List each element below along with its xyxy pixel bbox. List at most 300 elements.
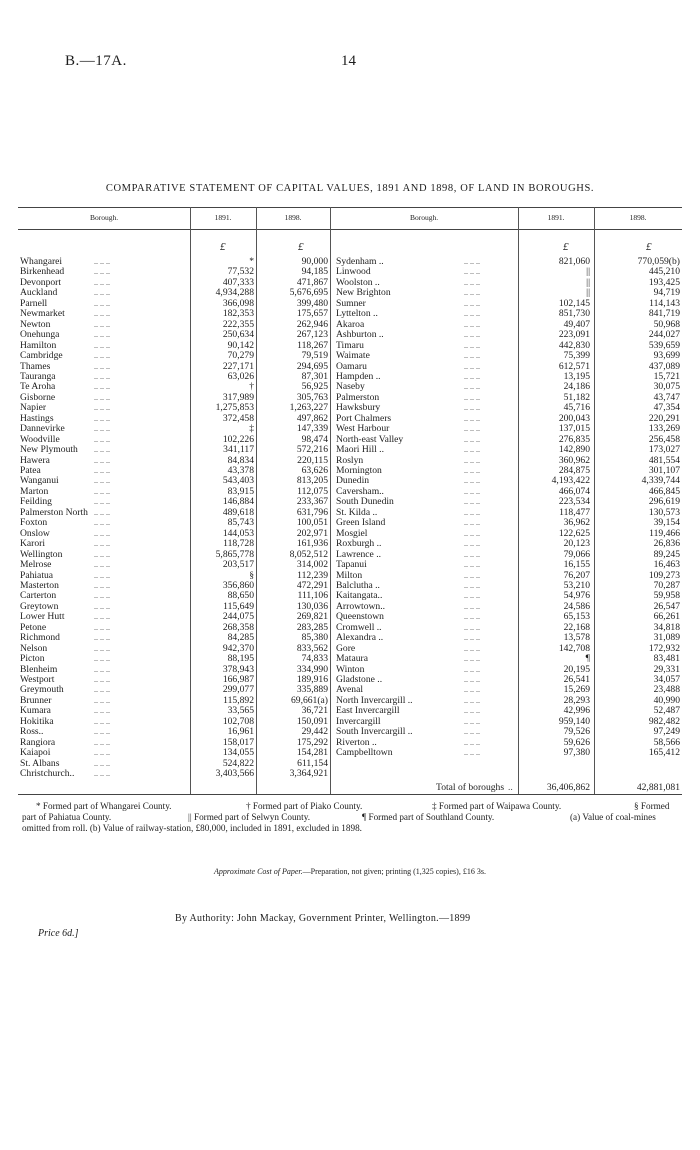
borough-name: Palmerston North xyxy=(20,506,88,518)
leader-dots: .. .. .. xyxy=(464,706,480,716)
value-1898: 130,573 xyxy=(648,506,680,518)
borough-name: Kaiapoi xyxy=(20,747,51,759)
borough-name: North-east Valley xyxy=(336,433,404,445)
borough-name: Naseby xyxy=(336,381,365,393)
value-1891: 356,860 xyxy=(222,579,254,591)
leader-dots: .. .. .. xyxy=(94,330,110,340)
table-header-rule xyxy=(18,229,682,230)
leader-dots: .. .. .. xyxy=(94,706,110,716)
value-1891: 466,074 xyxy=(558,485,590,497)
value-1891: 821,060 xyxy=(558,256,590,267)
borough-name: Mataura xyxy=(336,653,368,665)
leader-dots: .. .. .. xyxy=(94,403,110,413)
borough-name: Dunedin xyxy=(336,475,370,487)
value-1898: 833,562 xyxy=(296,642,328,654)
right-borough-row xyxy=(336,287,682,298)
leader-dots: .. .. .. xyxy=(464,466,480,475)
leader-dots: .. .. .. xyxy=(94,382,110,392)
value-1898: 193,425 xyxy=(648,276,680,288)
left-borough-row xyxy=(20,455,330,466)
leader-dots: .. .. .. xyxy=(464,675,480,684)
leader-dots: .. .. .. xyxy=(94,727,110,737)
value-1898: 233,367 xyxy=(296,496,328,508)
value-1898: 301,107 xyxy=(648,465,680,476)
value-1891: 1,275,853 xyxy=(215,402,254,414)
value-1891: 53,210 xyxy=(563,579,590,591)
leader-dots: .. .. .. xyxy=(94,601,110,611)
borough-name: St. Kilda .. xyxy=(336,506,378,518)
left-borough-row xyxy=(20,444,330,455)
left-borough-row xyxy=(20,758,330,769)
value-1898: 269,821 xyxy=(296,611,328,623)
value-1891: * xyxy=(249,256,254,267)
value-1891: 182,353 xyxy=(222,308,254,320)
borough-name: Cromwell .. xyxy=(336,621,382,633)
value-1891: 20,195 xyxy=(563,663,590,675)
printer-authority: By Authority: John Mackay, Government Printer, Wellington.—1899 xyxy=(175,913,471,924)
value-1891: 5,865,778 xyxy=(215,548,254,560)
value-1891: 142,708 xyxy=(558,642,590,654)
left-borough-row xyxy=(20,705,330,716)
value-1898: 267,123 xyxy=(296,329,328,341)
leader-dots: .. .. .. xyxy=(464,654,480,664)
leader-dots: .. .. .. xyxy=(94,392,110,402)
leader-dots: .. .. .. xyxy=(94,748,110,758)
capital-values-table xyxy=(18,207,682,794)
value-1891: 54,976 xyxy=(563,590,590,602)
value-1898: 399,480 xyxy=(296,297,328,309)
left-borough-row xyxy=(20,266,330,277)
right-borough-row xyxy=(336,653,682,664)
pound-sign: £ xyxy=(220,241,226,253)
borough-name: Feilding xyxy=(20,496,52,508)
value-1891: 13,578 xyxy=(563,632,590,644)
leader-dots: .. .. .. xyxy=(464,539,480,549)
value-1891: 959,140 xyxy=(558,715,590,727)
left-borough-row xyxy=(20,277,330,288)
leader-dots: .. .. .. xyxy=(94,277,110,287)
value-1891: 90,142 xyxy=(227,339,254,351)
borough-name: Invercargill xyxy=(336,715,381,727)
leader-dots: .. .. .. xyxy=(464,309,480,319)
footnote-waipawa: ‡ Formed part of Waipawa County. xyxy=(432,801,562,811)
left-borough-row xyxy=(20,580,330,591)
total-1891: 36,406,862 xyxy=(546,782,590,793)
left-borough-row xyxy=(20,684,330,695)
left-borough-row xyxy=(20,340,330,351)
value-1898: 36,721 xyxy=(301,705,328,717)
right-borough-row xyxy=(336,434,682,445)
value-1898: 58,566 xyxy=(653,736,680,748)
value-1891: 65,153 xyxy=(563,611,590,623)
leader-dots: .. .. .. xyxy=(94,664,110,674)
borough-name: Wanganui xyxy=(20,475,59,487)
value-1891: 83,915 xyxy=(227,485,254,497)
leader-dots: .. .. .. xyxy=(464,570,480,580)
right-borough-row xyxy=(336,350,682,361)
right-borough-row xyxy=(336,611,682,622)
leader-dots: .. .. .. xyxy=(464,737,480,747)
value-1898: 29,442 xyxy=(301,726,328,738)
right-borough-row xyxy=(336,413,682,424)
right-borough-row xyxy=(336,340,682,351)
leader-dots: .. .. .. xyxy=(464,476,480,486)
borough-name: Waimate xyxy=(336,350,370,361)
value-1898: 5,676,695 xyxy=(289,287,328,299)
right-borough-row xyxy=(336,559,682,570)
leader-dots: .. .. .. xyxy=(94,518,110,528)
borough-name: Avenal xyxy=(336,684,363,696)
leader-dots: .. .. .. xyxy=(94,695,110,705)
value-1891: 524,822 xyxy=(222,757,254,769)
value-1898: 85,380 xyxy=(301,632,328,644)
borough-name: Green Island xyxy=(336,517,386,529)
value-1891: 84,834 xyxy=(227,454,254,466)
borough-name: Maori Hill .. xyxy=(336,444,384,456)
value-1898: 296,619 xyxy=(648,496,680,508)
value-1891: 24,186 xyxy=(563,381,590,393)
borough-name: Ross.. xyxy=(20,726,44,738)
borough-name: Rangiora xyxy=(20,736,56,748)
value-1898: 70,287 xyxy=(653,579,680,591)
value-1898: 43,747 xyxy=(653,391,680,403)
value-1898: 4,339,744 xyxy=(641,475,680,487)
leader-dots: .. xyxy=(508,782,513,793)
right-borough-row xyxy=(336,298,682,309)
leader-dots: .. .. .. xyxy=(94,445,110,455)
value-1891: 49,407 xyxy=(563,318,590,330)
borough-name: Cambridge xyxy=(20,350,63,361)
value-1891: 115,892 xyxy=(223,694,254,706)
value-1891: 378,943 xyxy=(222,663,254,675)
value-1891: 33,565 xyxy=(227,705,254,717)
value-1891: 366,098 xyxy=(222,297,254,309)
leader-dots: .. .. .. xyxy=(464,371,480,381)
borough-name: Devonport xyxy=(20,276,62,288)
right-borough-row xyxy=(336,371,682,382)
value-1898: 114,143 xyxy=(649,297,680,309)
leader-dots: .. .. .. xyxy=(94,340,110,350)
right-borough-row xyxy=(336,256,682,267)
leader-dots: .. .. .. xyxy=(464,288,480,298)
right-borough-row xyxy=(336,622,682,633)
leader-dots: .. .. .. xyxy=(464,382,480,392)
value-1898: 770,059(b) xyxy=(637,256,680,267)
left-borough-row xyxy=(20,549,330,560)
leader-dots: .. .. .. xyxy=(464,507,480,517)
leader-dots: .. .. .. xyxy=(464,486,480,496)
leader-dots: .. .. .. xyxy=(464,319,480,329)
approximate-cost-note xyxy=(0,867,700,876)
value-1891: 372,458 xyxy=(222,412,254,424)
borough-name: Tapanui xyxy=(336,559,367,570)
leader-dots: .. .. .. xyxy=(464,716,480,726)
value-1891: 77,532 xyxy=(227,266,254,278)
leader-dots: .. .. .. xyxy=(464,445,480,455)
column-divider xyxy=(330,207,331,794)
value-1898: 89,245 xyxy=(653,548,680,560)
value-1891: ‡ xyxy=(249,423,254,435)
leader-dots: .. .. .. xyxy=(94,466,110,475)
borough-name: Hamilton xyxy=(20,339,57,351)
value-1891: 13,195 xyxy=(563,370,590,382)
leader-dots: .. .. .. xyxy=(94,298,110,308)
borough-name: Carterton xyxy=(20,590,57,602)
leader-dots: .. .. .. xyxy=(464,277,480,287)
value-1891: 45,716 xyxy=(563,402,590,414)
leader-dots: .. .. .. xyxy=(464,330,480,340)
value-1898: 314,002 xyxy=(296,559,328,570)
value-1891: 543,403 xyxy=(222,475,254,487)
value-1898: 244,027 xyxy=(648,329,680,341)
value-1898: 111,106 xyxy=(297,590,328,602)
value-1898: 154,281 xyxy=(296,747,328,759)
right-borough-row xyxy=(336,632,682,643)
value-1891: 118,728 xyxy=(223,538,254,550)
value-1891: 227,171 xyxy=(222,360,254,372)
borough-name: Masterton xyxy=(20,579,59,591)
left-borough-row xyxy=(20,643,330,654)
value-1898: 813,205 xyxy=(296,475,328,487)
borough-name: Gore xyxy=(336,642,356,654)
total-1898: 42,881,081 xyxy=(636,782,680,793)
value-1898: 15,721 xyxy=(653,370,680,382)
leader-dots: .. .. .. xyxy=(94,309,110,319)
leader-dots: .. .. .. xyxy=(464,298,480,308)
value-1891: 223,091 xyxy=(558,329,590,341)
value-1898: 172,932 xyxy=(648,642,680,654)
borough-name: Westport xyxy=(20,674,55,685)
value-1898: 87,301 xyxy=(301,370,328,382)
column-header-borough: Borough. xyxy=(409,213,439,222)
footnote-pahiatua-end: part of Pahiatua County. xyxy=(22,812,112,822)
value-1891: 20,123 xyxy=(563,538,590,550)
value-1891: 3,403,566 xyxy=(215,768,254,779)
pound-sign: £ xyxy=(646,241,652,253)
report-reference: B.—17A. xyxy=(65,53,127,69)
column-header-1891: 1891. xyxy=(214,213,232,222)
right-borough-row xyxy=(336,737,682,748)
value-1891: 75,399 xyxy=(563,350,590,361)
borough-name: Greytown xyxy=(20,600,59,612)
borough-name: Newmarket xyxy=(20,308,65,320)
table-bottom-rule xyxy=(18,794,682,795)
leader-dots: .. .. .. xyxy=(94,539,110,549)
footnote-whangarei: * Formed part of Whangarei County. xyxy=(36,801,172,811)
value-1898: 29,331 xyxy=(653,663,680,675)
value-1891: 146,884 xyxy=(222,496,254,508)
value-1898: 83,481 xyxy=(653,653,680,665)
pound-sign: £ xyxy=(298,241,304,253)
value-1898: 8,052,512 xyxy=(289,548,328,560)
borough-name: Pahiatua xyxy=(20,569,54,581)
value-1898: 100,051 xyxy=(296,517,328,529)
borough-name: Whangarei xyxy=(20,256,63,267)
value-1898: 94,185 xyxy=(301,266,328,278)
value-1898: 109,273 xyxy=(648,569,680,581)
value-1898: 283,285 xyxy=(296,621,328,633)
borough-name: Balclutha .. xyxy=(336,579,380,591)
value-1891: 63,026 xyxy=(227,370,254,382)
borough-name: Arrowtown.. xyxy=(336,600,386,612)
right-borough-row xyxy=(336,747,682,758)
value-1898: 26,547 xyxy=(653,600,680,612)
value-1891: † xyxy=(249,381,254,393)
leader-dots: .. .. .. xyxy=(464,748,480,758)
value-1898: 471,867 xyxy=(296,276,328,288)
borough-name: Onslow xyxy=(20,527,50,539)
borough-name: New Plymouth xyxy=(20,444,78,456)
value-1898: 133,269 xyxy=(648,423,680,435)
right-borough-row xyxy=(336,455,682,466)
value-1891: 88,195 xyxy=(227,653,254,665)
left-borough-row xyxy=(20,716,330,727)
value-1891: 26,541 xyxy=(563,674,590,685)
borough-name: Karori xyxy=(20,538,46,550)
column-header-borough: Borough. xyxy=(89,213,119,222)
value-1891: 612,571 xyxy=(558,360,590,372)
value-1898: 118,267 xyxy=(297,339,328,351)
value-1891: 317,989 xyxy=(222,391,254,403)
right-borough-row xyxy=(336,726,682,737)
value-1891: 244,075 xyxy=(222,611,254,623)
left-borough-row xyxy=(20,653,330,664)
leader-dots: .. .. .. xyxy=(464,549,480,559)
leader-dots: .. .. .. xyxy=(464,591,480,601)
right-borough-row xyxy=(336,643,682,654)
leader-dots: .. .. .. xyxy=(464,643,480,653)
borough-name: New Brighton xyxy=(336,287,391,299)
value-1898: 34,057 xyxy=(653,674,680,685)
value-1891: 76,207 xyxy=(563,569,590,581)
value-1898: 1,263,227 xyxy=(289,402,328,414)
borough-name: West Harbour xyxy=(336,423,390,435)
borough-name: Greymouth xyxy=(20,684,64,696)
borough-name: Gladstone .. xyxy=(336,674,383,685)
value-1898: 189,916 xyxy=(296,674,328,685)
left-borough-row xyxy=(20,517,330,528)
borough-name: Brunner xyxy=(20,694,52,706)
borough-name: Te Aroha xyxy=(20,381,56,393)
value-1891: 85,743 xyxy=(227,517,254,529)
value-1898: 472,291 xyxy=(296,579,328,591)
leader-dots: .. .. .. xyxy=(464,560,480,569)
left-borough-row xyxy=(20,434,330,445)
pound-sign: £ xyxy=(563,241,569,253)
value-1898: 631,796 xyxy=(296,506,328,518)
value-1891: 142,890 xyxy=(558,444,590,456)
leader-dots: .. .. .. xyxy=(94,737,110,747)
borough-name: Birkenhead xyxy=(20,266,65,278)
leader-dots: .. .. .. xyxy=(94,486,110,496)
right-borough-row xyxy=(336,277,682,288)
left-borough-row xyxy=(20,319,330,330)
borough-name: Christchurch.. xyxy=(20,768,75,779)
column-header-1898: 1898. xyxy=(629,213,647,222)
value-1891: 276,835 xyxy=(558,433,590,445)
leader-dots: .. .. .. xyxy=(464,695,480,705)
borough-name: Woodville xyxy=(20,433,60,445)
right-borough-row xyxy=(336,486,682,497)
borough-name: Woolston .. xyxy=(336,276,380,288)
leader-dots: .. .. .. xyxy=(464,361,480,371)
right-borough-row xyxy=(336,695,682,706)
leader-dots: .. .. .. xyxy=(464,351,480,360)
left-borough-row xyxy=(20,559,330,570)
borough-name: Ashburton .. xyxy=(336,329,384,341)
value-1898: 47,354 xyxy=(653,402,680,414)
value-1891: 144,053 xyxy=(222,527,254,539)
leader-dots: .. .. .. xyxy=(94,560,110,569)
borough-name: Caversham.. xyxy=(336,485,384,497)
borough-name: Alexandra .. xyxy=(336,632,384,644)
value-1898: 94,719 xyxy=(653,287,680,299)
left-borough-row xyxy=(20,601,330,612)
leader-dots: .. .. .. xyxy=(94,371,110,381)
value-1898: 175,657 xyxy=(296,308,328,320)
leader-dots: .. .. .. xyxy=(464,497,480,507)
borough-name: Newton xyxy=(20,318,51,330)
right-borough-row xyxy=(336,308,682,319)
left-borough-row xyxy=(20,632,330,643)
borough-name: Napier xyxy=(20,402,47,414)
value-1891: 442,830 xyxy=(558,339,590,351)
borough-name: Tauranga xyxy=(20,370,56,382)
value-1891: 97,380 xyxy=(563,747,590,759)
left-borough-row xyxy=(20,496,330,507)
right-borough-row xyxy=(336,517,682,528)
value-1898: 445,210 xyxy=(648,266,680,278)
value-1898: 69,661(a) xyxy=(290,694,328,706)
value-1898: 466,845 xyxy=(648,485,680,497)
left-borough-row xyxy=(20,475,330,486)
value-1898: 335,889 xyxy=(296,684,328,696)
right-borough-row xyxy=(336,423,682,434)
leader-dots: .. .. .. xyxy=(94,716,110,726)
leader-dots: .. .. .. xyxy=(94,675,110,684)
left-borough-row xyxy=(20,507,330,518)
left-borough-row xyxy=(20,737,330,748)
borough-name: Marton xyxy=(20,485,49,497)
footnotes xyxy=(22,801,682,834)
right-borough-row xyxy=(336,475,682,486)
value-1891: 70,279 xyxy=(227,350,254,361)
value-1891: 200,043 xyxy=(558,412,590,424)
leader-dots: .. .. .. xyxy=(94,570,110,580)
right-borough-row xyxy=(336,684,682,695)
leader-dots: .. .. .. xyxy=(94,288,110,298)
approximate-cost-label: Approximate Cost of Paper. xyxy=(214,867,303,876)
value-1898: 93,699 xyxy=(653,350,680,361)
left-borough-row xyxy=(20,381,330,392)
right-borough-row xyxy=(336,444,682,455)
value-1891: 79,526 xyxy=(563,726,590,738)
value-1898: 220,291 xyxy=(648,412,680,424)
borough-name: Oamaru xyxy=(336,360,367,372)
leader-dots: .. .. .. xyxy=(464,424,480,434)
leader-dots: .. .. .. xyxy=(464,633,480,643)
borough-name: North Invercargill .. xyxy=(336,694,413,706)
borough-name: Roslyn xyxy=(336,454,364,466)
leader-dots: .. .. .. xyxy=(94,455,110,465)
leader-dots: .. .. .. xyxy=(464,257,480,266)
table-title: COMPARATIVE STATEMENT OF CAPITAL VALUES, 1891 AND 1898, OF LAND IN BOROUGHS. xyxy=(105,183,595,194)
leader-dots: .. .. .. xyxy=(94,257,110,266)
value-1891: 102,145 xyxy=(558,297,590,309)
borough-name: Patea xyxy=(20,465,41,476)
value-1891: 223,534 xyxy=(558,496,590,508)
right-borough-row xyxy=(336,580,682,591)
